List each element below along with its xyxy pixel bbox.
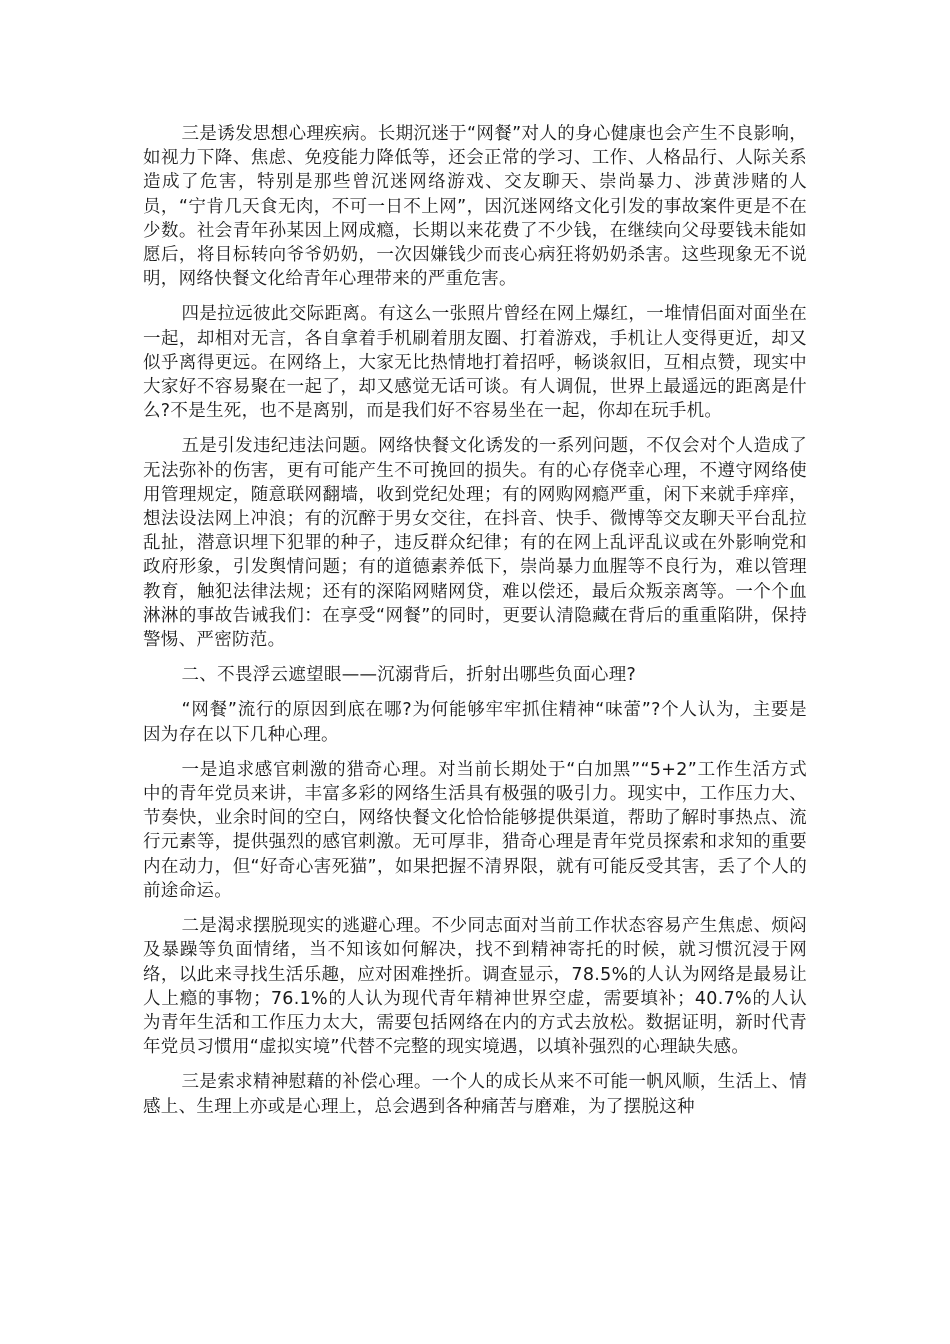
paragraph-psychological-illness: 三是诱发思想心理疾病。长期沉迷于“网餐”对人的身心健康也会产生不良影响，如视力下降、焦虑、免疫能力降低等，还会正常的学习、工作、人格品行、人际关系造成了危害，特别是那些曾沉迷网络游戏、交友聊天、崇尚暴力、涉黄涉赌的人员，“宁肯几天食无肉，不可一日不上网”，因沉迷网络文化引发的事故案件更是不在少数。社会青年孙某因上网成瘾，长期以来花费了不少钱，在继续向父母要钱未能如愿后，将目标转向爷爷奶奶，一次因嫌钱少而丧心病狂将奶奶杀害。这些现象无不说明，网络快餐文化给青年心理带来的严重危害。 (143, 124, 807, 290)
document-body (143, 122, 807, 1130)
section-heading: 二、不畏浮云遮望眼——沉溺背后，折射出哪些负面心理? (181, 665, 637, 686)
paragraph-law-violations: 五是引发违纪违法问题。网络快餐文化诱发的一系列问题，不仅会对个人造成了无法弥补的伤害，更有可能产生不可挽回的损失。有的心存侥幸心理，不遵守网络使用管理规定，随意联网翻墙，收到党纪处理；有的网购网瘾严重，闲下来就手痒痒，想法设法网上冲浪；有的沉醉于男女交往，在抖音、快手、微博等交友聊天平台乱拉乱扯，潜意识埋下犯罪的种子，违反群众纪律；有的在网上乱评乱议或在外影响党和政府形象，引发舆情问题；有的道德素养低下，崇尚暴力血腥等不良行为，难以管理教育，触犯法律法规；还有的深陷网赌网贷，难以偿还，最后众叛亲离等。一个个血淋淋的事故告诫我们：在享受“网餐”的同时，更要认清隐藏在背后的重重陷阱，保持警惕、严密防范。 (143, 436, 807, 651)
paragraph-social-distance: 四是拉远彼此交际距离。有这么一张照片曾经在网上爆红，一堆情侣面对面坐在一起，却相对无言，各自拿着手机刷着朋友圈、打着游戏，手机让人变得更近，却又似乎离得更远。在网络上，大家无比热情地打着招呼，畅谈叙旧，互相点赞，现实中大家好不容易聚在一起了，却又感觉无话可谈。有人调侃，世界上最遥远的距离是什么?不是生死，也不是离别，而是我们好不容易坐在一起，你却在玩手机。 (143, 304, 807, 422)
paragraph-compensation: 三是索求精神慰藉的补偿心理。一个人的成长从来不可能一帆风顺，生活上、情感上、生理上亦或是心理上，总会遇到各种痛苦与磨难，为了摆脱这种 (143, 1072, 807, 1117)
paragraph-curiosity: 一是追求感官刺激的猎奇心理。对当前长期处于“白加黑”“5+2”工作生活方式中的青年党员来讲，丰富多彩的网络生活具有极强的吸引力。现实中，工作压力大、节奏快，业余时间的空白，网络快餐文化恰恰能够提供渠道，帮助了解时事热点、流行元素等，提供强烈的感官刺激。无可厚非，猎奇心理是青年党员探索和求知的重要内在动力，但“好奇心害死猫”，如果把握不清界限，就有可能反受其害，丢了个人的前途命运。 (143, 759, 807, 901)
paragraph-intro-psychology: “网餐”流行的原因到底在哪?为何能够牢牢抓住精神“味蕾”?个人认为，主要是因为存在以下几种心理。 (143, 700, 807, 745)
paragraph-escapism: 二是渴求摆脱现实的逃避心理。不少同志面对当前工作状态容易产生焦虑、烦闷及暴躁等负面情绪，当不知该如何解决，找不到精神寄托的时候，就习惯沉浸于网络，以此来寻找生活乐趣，应对困难挫折。调查显示，78.5%的人认为网络是最易让人上瘾的事物；76.1%的人认为现代青年精神世界空虚，需要填补；40.7%的人认为青年生活和工作压力太大，需要包括网络在内的方式去放松。数据证明，新时代青年党员习惯用“虚拟实境”代替不完整的现实境遇，以填补强烈的心理缺失感。 (143, 916, 807, 1058)
